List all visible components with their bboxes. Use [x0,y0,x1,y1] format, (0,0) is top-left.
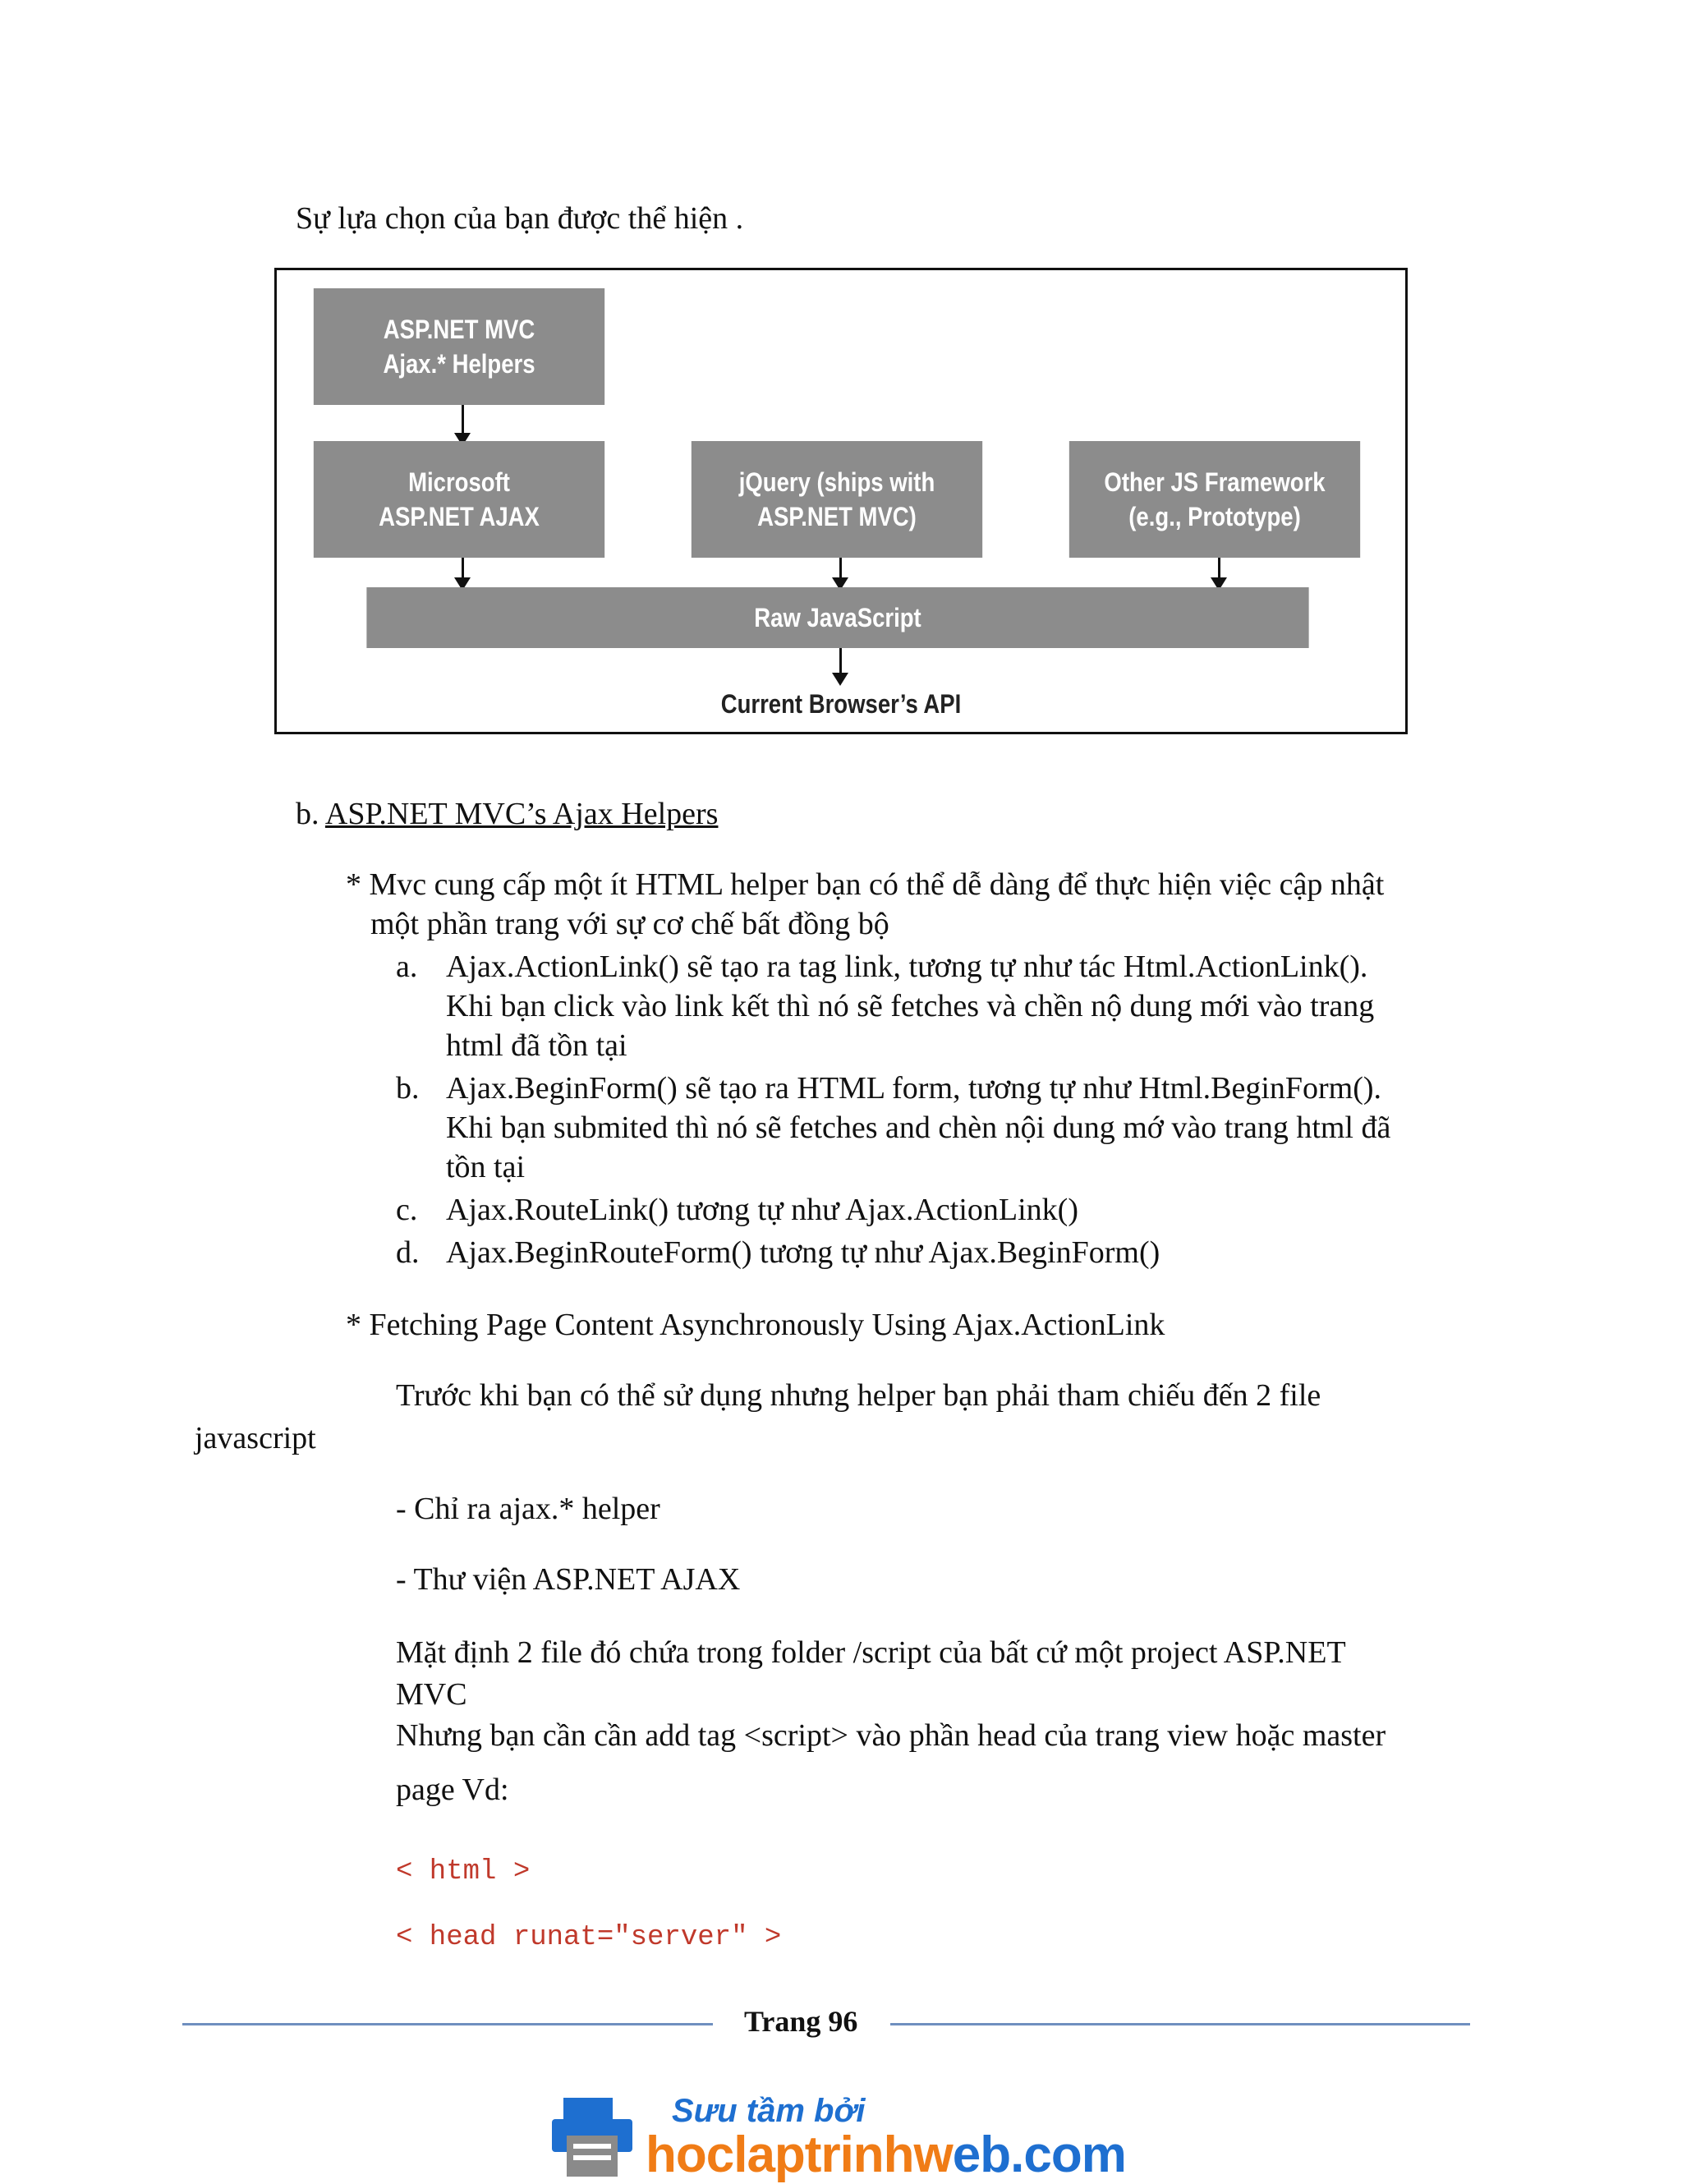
jquery-box-line1: jQuery (ships with [738,467,935,497]
other-js-box [1069,441,1360,558]
list-item-c-line1: Ajax.RouteLink() tương tự như Ajax.ActionLink() [446,1193,1078,1227]
page-number: Trang 96 [744,2005,858,2038]
arrow-helpers-to-msajax [462,405,464,435]
list-marker: b. [396,1071,420,1106]
ms-ajax-box-line1: Microsoft [408,467,510,497]
jquery-box-line2: ASP.NET MVC) [757,502,917,531]
jquery-box [692,441,982,558]
list-item-a-line2: Khi bạn click vào link kết thì nó sẽ fetches và chền nộ dung mới vào trang [446,989,1375,1023]
need-text-line2: page Vd: [396,1772,509,1807]
browser-api-label: Current Browser’s API [720,689,962,719]
logo-tagline: Sưu tầm bởi [672,2093,866,2129]
list-marker: a. [396,949,418,984]
code-line: < head runat="server" > [396,1922,782,1953]
list-item-b-line2: Khi bạn submited thì nó sẽ fetches and chèn nội dung mớ vào trang html đã [446,1110,1391,1145]
dash-item: - Chỉ ra ajax.* helper [396,1492,660,1526]
raw-js-box [366,587,1308,648]
code-line: < html > [396,1856,531,1887]
logo-site-part1: hoclaptrinhw [646,2127,953,2183]
before-text-line1: Trước khi bạn có thể sử dụng nhưng helper bạn phải tham chiếu đến 2 file [396,1378,1321,1413]
architecture-diagram [274,268,1408,734]
intro-bullet-line1: * Mvc cung cấp một ít HTML helper bạn có thể dễ dàng để thực hiện việc cập nhật [346,867,1385,902]
before-text-line2: javascript [195,1421,316,1455]
list-marker: d. [396,1235,420,1270]
arrow-rawjs-to-browser [839,648,842,674]
default-text-line2: MVC [396,1677,467,1712]
list-item-b-line3: tồn tại [446,1150,526,1184]
logo-site-name [646,2126,1126,2184]
list-item-a-line1: Ajax.ActionLink() sẽ tạo ra tag link, tương tự như tác Html.ActionLink(). [446,949,1368,984]
list-item-d-line1: Ajax.BeginRouteForm() tương tự như Ajax.BeginForm() [446,1235,1160,1270]
other-js-box-line1: Other JS Framework [1104,467,1326,497]
arrow-jquery-to-rawjs [839,558,842,579]
intro-text: Sự lựa chọn của bạn được thể hiện . [296,201,744,236]
fetching-heading: * Fetching Page Content Asynchronously Using Ajax.ActionLink [346,1308,1165,1342]
intro-bullet-line2: một phần trang với sự cơ chế bất đồng bộ [370,907,889,941]
list-marker: c. [396,1193,418,1227]
other-js-box-line2: (e.g., Prototype) [1128,502,1301,531]
ms-ajax-box-line2: ASP.NET AJAX [379,502,540,531]
section-b-title: ASP.NET MVC’s Ajax Helpers [324,797,719,831]
raw-js-label: Raw JavaScript [754,603,921,632]
list-item-a-line3: html đã tồn tại [446,1028,627,1063]
need-text-line1: Nhưng bạn cần cần add tag <script> vào phần head của trang view hoặc master [396,1718,1386,1753]
logo-site-part2: eb.com [952,2127,1126,2183]
ms-ajax-box [314,441,604,558]
default-text-line1: Mặt định 2 file đó chứa trong folder /script của bất cứ một project ASP.NET [396,1635,1346,1670]
footer-rule-right [890,2023,1470,2025]
helpers-box-line2: Ajax.* Helpers [383,349,535,379]
arrow-msajax-to-rawjs [462,558,464,579]
helpers-box [314,288,604,405]
section-b-prefix: b. [296,797,319,831]
dash-item: - Thư viện ASP.NET AJAX [396,1562,741,1597]
printer-logo-icon [552,2094,634,2177]
helpers-box-line1: ASP.NET MVC [383,315,535,344]
footer-rule-left [182,2023,713,2025]
list-item-b-line1: Ajax.BeginForm() sẽ tạo ra HTML form, tương tự như Html.BeginForm(). [446,1071,1382,1106]
arrow-otherjs-to-rawjs [1218,558,1220,579]
section-b-heading [296,793,718,835]
